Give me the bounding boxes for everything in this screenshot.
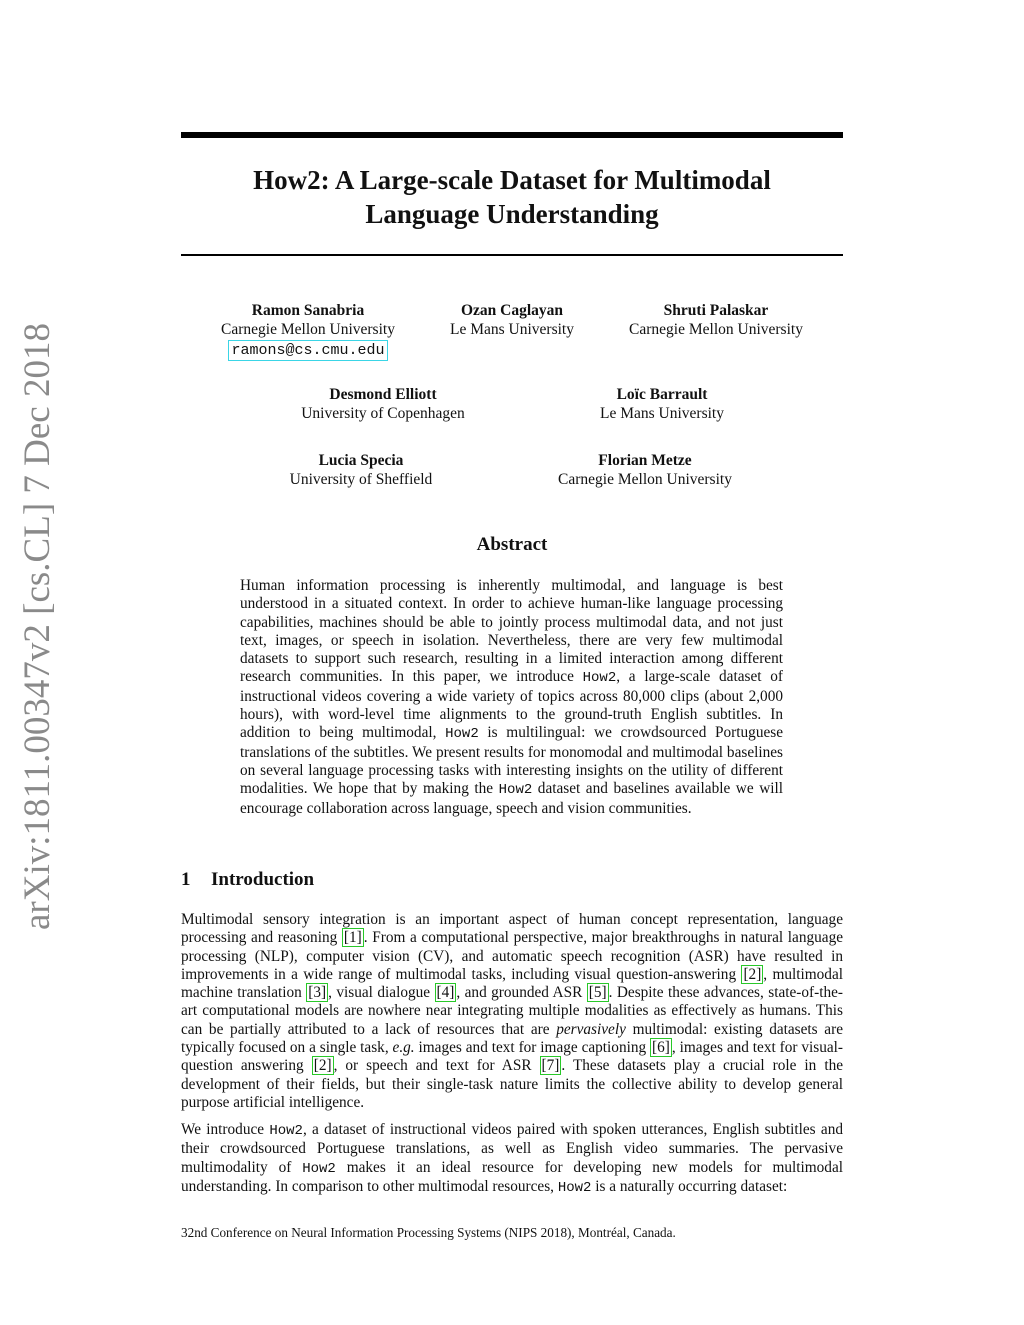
author-affiliation: Carnegie Mellon University: [558, 471, 732, 488]
paper-title: How2: A Large-scale Dataset for Multimodal Language Understanding: [253, 165, 771, 229]
author-block: [606, 301, 826, 339]
citation-link[interactable]: [2]: [743, 965, 762, 983]
author-name: Lucia Specia: [318, 452, 404, 469]
author-name: Ramon Sanabria: [251, 302, 365, 319]
conference-footnote: 32nd Conference on Neural Information Processing Systems (NIPS 2018), Montréal, Canada.: [181, 1225, 676, 1240]
author-affiliation: Carnegie Mellon University: [221, 321, 395, 338]
author-name: Florian Metze: [598, 452, 692, 469]
abstract-heading: Abstract: [476, 534, 548, 555]
author-affiliation: Le Mans University: [450, 321, 574, 338]
author-block: [271, 451, 451, 489]
citation-link[interactable]: [2]: [313, 1057, 332, 1075]
citation-link[interactable]: [6]: [652, 1039, 670, 1057]
author-block: [273, 385, 493, 423]
author-name: Ozan Caglayan: [460, 302, 564, 319]
intro-paragraph-2: We introduce How2, a dataset of instructional videos paired with spoken utterances, English subtitles and their crowdsourced Portuguese translations, as well as English video summaries. The pervasive multimodality of How2 makes it an ideal resource for developing new models for multimodal understanding. In comparison to other multimodal resources, How2 is a naturally occurring dataset:: [181, 1121, 843, 1196]
author-block: [535, 451, 755, 489]
citation-link[interactable]: [3]: [308, 984, 327, 1002]
intro-paragraph-1: Multimodal sensory integration is an important aspect of human concept representation, language processing and reasoning [1] . From a computational perspective, major breakthroughs in natural language processing (NLP), computer vision (CV), and automatic speech recognition (ASR) have resulted in improvements in a wide range of multimodal tasks, including visual question-answering [2] , multimodal machine translation [3] , visual dialogue [4] , and grounded ASR [5] . Despite these advances, state-of-the-art computational models are nowhere near integrating multiple modalities as effectively as humans. This can be partially attributed to a lack of resources that are pervasively multimodal: existing datasets are typically focused on a single task, e.g. images and text for image captioning [6] , images and text for visual-question answering [2] , or speech and text for ASR [7] . These datasets play a crucial role in the development of their fields, but their single-task nature limits the collective ability to develop general purpose artificial intelligence.: [181, 911, 844, 1111]
author-name: Shruti Palaskar: [663, 302, 769, 319]
citation-link[interactable]: [5]: [588, 984, 607, 1002]
author-name: Desmond Elliott: [329, 386, 437, 403]
citation-link[interactable]: [1]: [343, 929, 362, 947]
author-affiliation: University of Sheffield: [289, 471, 433, 488]
abstract-text: Human information processing is inherently multimodal, and language is best understood in a situated context. In order to achieve human-like language processing capabilities, machines should be able to jointly process multimodal data, and not just text, images, or speech in isolation. Nevertheless, there are very few multimodal datasets to support such research, resulting in a limited interaction among different research communities. In this paper, we introduce How2, a large-scale dataset of instructional videos covering a wide variety of topics across 80,000 clips (about 2,000 hours), with word-level time alignments to the ground-truth English subtitles. In addition to being multimodal, How2 is multilingual: we crowdsourced Portuguese translations of the subtitles. We present results for monomodal and multimodal baselines on several language processing tasks with interesting insights on the utility of different modalities. We hope that by making the How2 dataset and baselines available we will encourage collaboration across language, speech and vision communities.: [240, 577, 784, 817]
author-email-link[interactable]: ramons@cs.cmu.edu: [228, 340, 387, 361]
author-affiliation: Carnegie Mellon University: [629, 321, 803, 338]
title-bottom-rule: [181, 254, 843, 256]
title-top-rule: [181, 132, 843, 138]
author-affiliation: University of Copenhagen: [301, 405, 465, 422]
citation-link[interactable]: [4]: [436, 984, 455, 1002]
section-heading: 1 Introduction: [181, 869, 315, 890]
author-name: Loïc Barrault: [616, 386, 708, 403]
arxiv-identifier: arXiv:1811.00347v2 [cs.CL] 7 Dec 2018: [17, 323, 58, 930]
citation-link[interactable]: [7]: [541, 1057, 560, 1075]
author-affiliation: Le Mans University: [600, 405, 724, 422]
author-block: [432, 301, 592, 339]
author-block: [572, 385, 752, 423]
author-block: [208, 301, 408, 361]
